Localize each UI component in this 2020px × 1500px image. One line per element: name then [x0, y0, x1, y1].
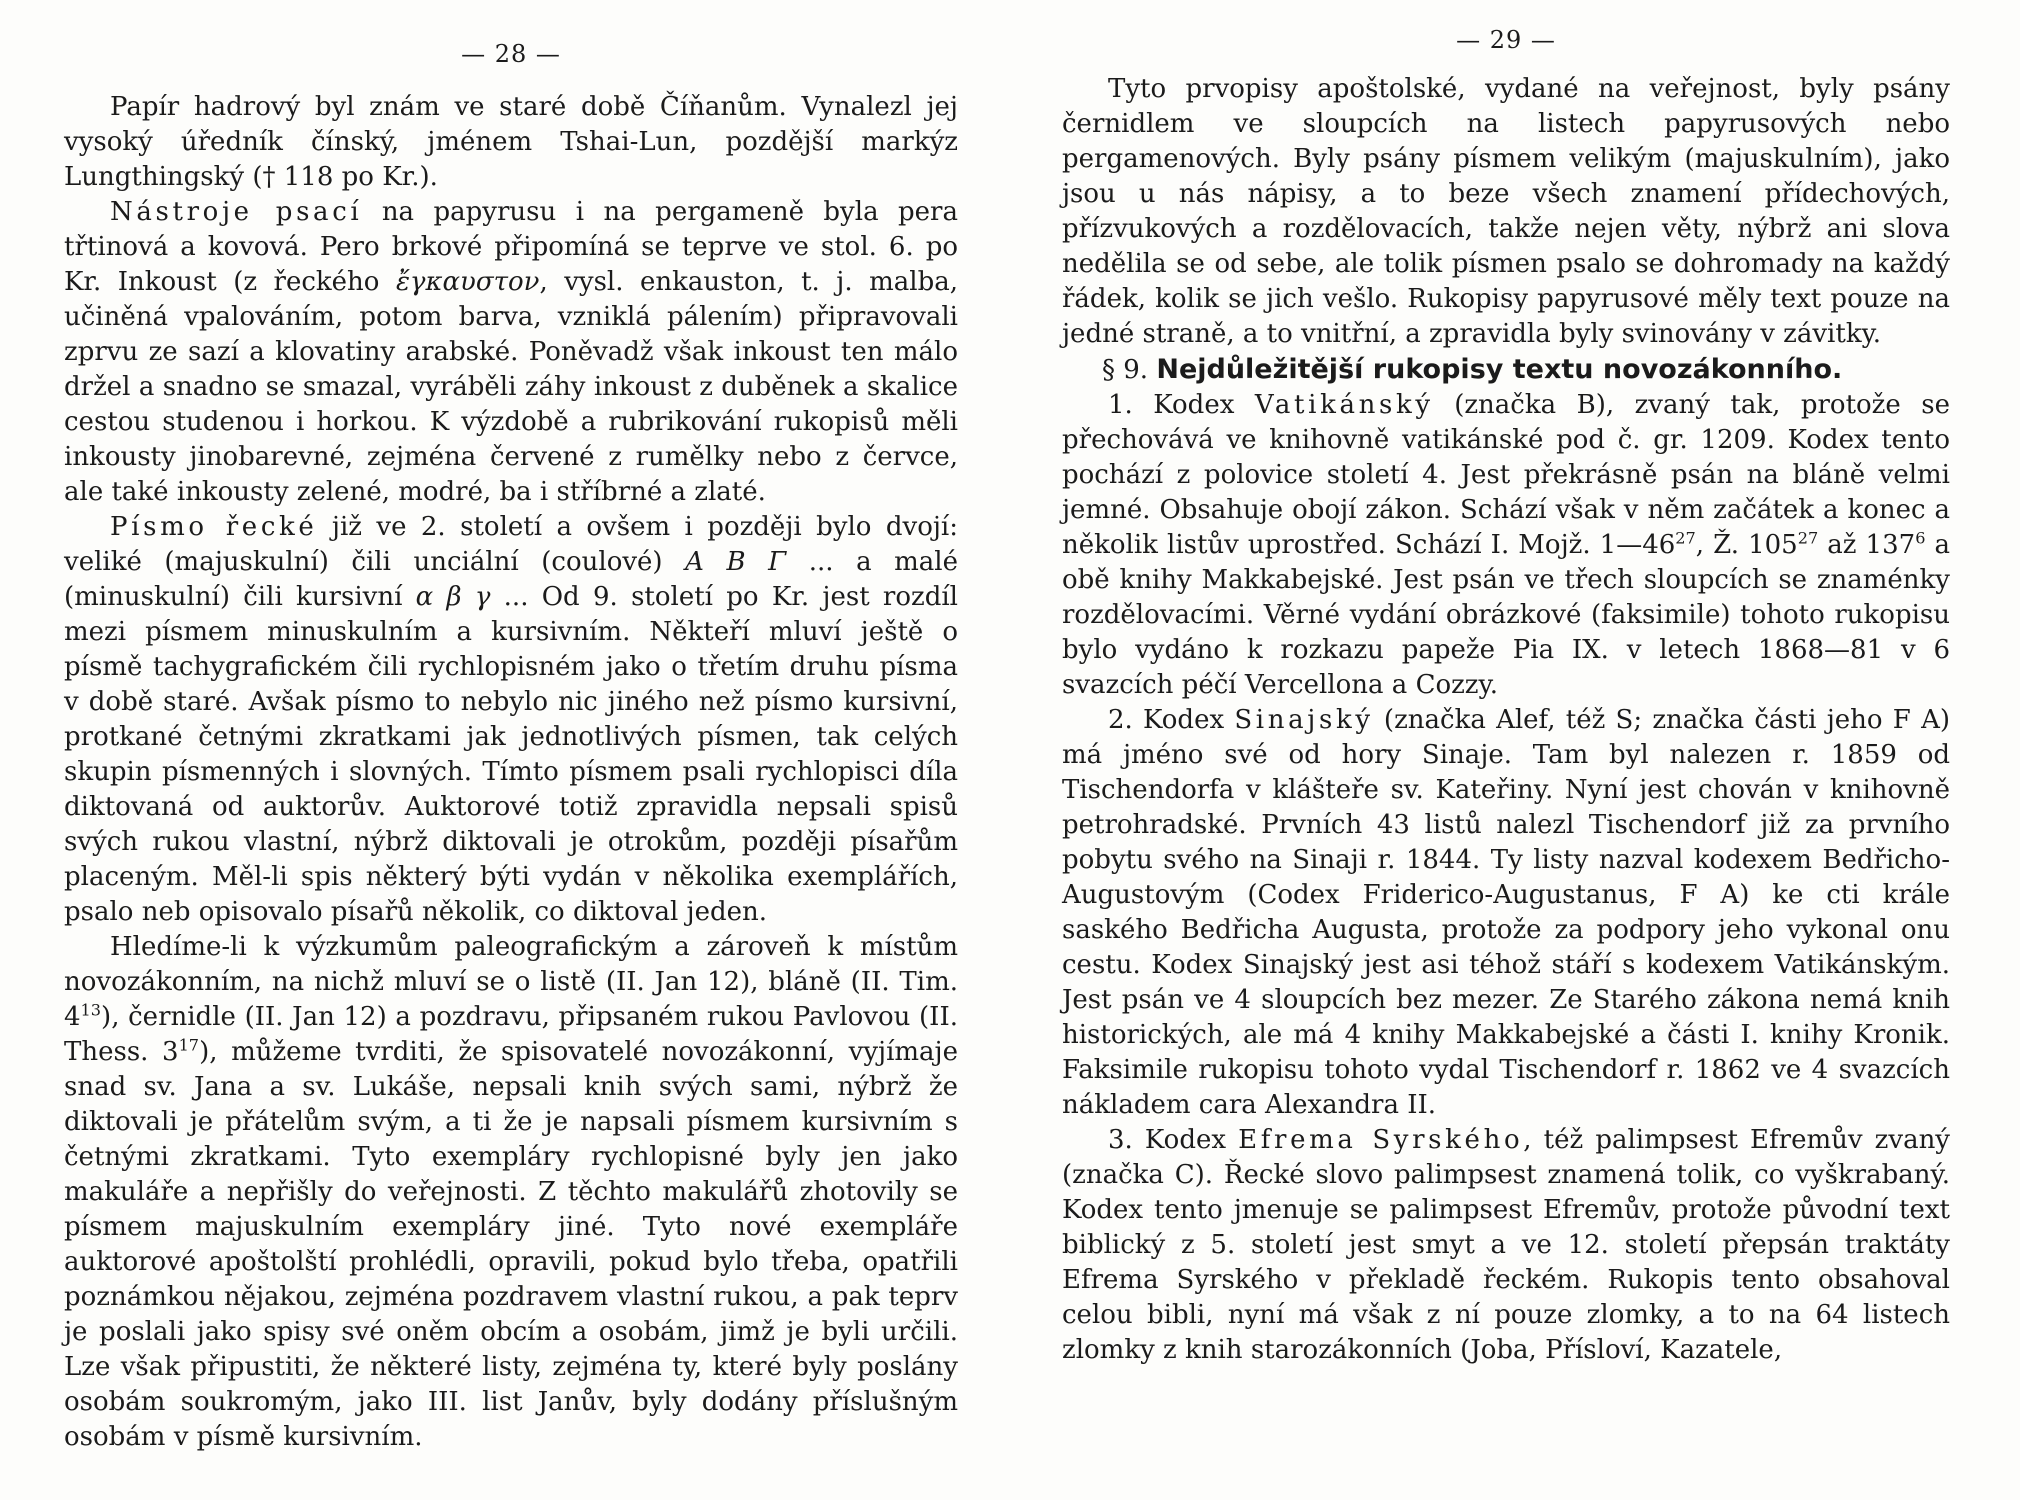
text-run: 2. Kodex: [1108, 705, 1235, 735]
text-run: až 137: [1818, 530, 1916, 560]
text-run: Hledíme-li k výzkumům paleografickým a zároveň k místům novozákonním, na nichž mluví se o listě (II. Jan 12), bláně (II. Tim. 4: [64, 932, 958, 1032]
emphasized-spaced-text: Efrema Syrského: [1238, 1125, 1524, 1155]
body-paragraph: [1062, 1123, 1950, 1368]
greek-italic-text: α β γ: [415, 582, 491, 612]
body-paragraph: [1062, 703, 1950, 1123]
heading-bold-text: Nejdůležitější rukopisy textu novozákonního.: [1156, 354, 1843, 385]
emphasized-spaced-text: Sinajský: [1234, 705, 1374, 735]
text-run: (značka B), zvaný tak, protože se přechovává ve knihovně vatikánské pod č. gr. 1209. Kodex tento pochází z polovice století 4. Jest překrásně psán na bláně velmi jemné. Obsahuje obojí zákon. Schází však v něm začátek a konec a několik listův uprostřed. Schází I. Mojž. 1—46: [1062, 390, 1950, 560]
body-paragraph: [64, 90, 958, 195]
section-heading: [1062, 352, 1950, 388]
emphasized-spaced-text: Vatikánský: [1254, 390, 1434, 420]
emphasized-spaced-text: Nástroje psací: [110, 197, 363, 227]
text-run: (značka Alef, též S; značka části jeho F A) má jméno své od hory Sinaje. Tam byl nalezen r. 1859 od Tischendorfa v klášteře sv. Kateřiny. Nyní jest chován v knihovně petrohradské. Prvních 43 listů nalezl Tischendorf již za prvního pobytu svého na Sinaji r. 1844. Ty listy nazval kodexem Bedřicho-Augustovým (Codex Friderico-Augustanus, F A) ke cti krále saského Bedřicha Augusta, protože za podpory jeho vykonal onu cestu. Kodex Sinajský jest asi téhož stáří s kodexem Vatikánským. Jest psán ve 4 sloupcích bez mezer. Ze Starého zákona nemá knih historických, ale má 4 knihy Makkabejské a části I. knihy Kronik. Faksimile rukopisu tohoto vydal Tischendorf r. 1862 ve 4 svazcích nákladem cara Alexandra II.: [1062, 705, 1950, 1120]
body-paragraph: [64, 510, 958, 930]
page-number: — 28 —: [461, 40, 561, 68]
superscript-reference: 27: [1675, 528, 1696, 548]
body-paragraph: [64, 195, 958, 510]
body-paragraph: [1062, 72, 1950, 352]
text-run: Papír hadrový byl znám ve staré době Číňanům. Vynalezl jej vysoký úředník čínský, jménem Tshai-Lun, pozdější markýz Lungthingský († 118 po Kr.).: [64, 92, 958, 192]
text-run: 3. Kodex: [1108, 1125, 1239, 1155]
text-run: ), můžeme tvrditi, že spisovatelé novozákonní, vyjímaje snad sv. Jana a sv. Lukáše, nepsali knih svých sami, nýbrž že diktovali je přátelům svým, a ti že je napsali písmem kursivním s četnými zkratkami. Tyto exempláry rychlopisné byly jen jako makuláře a nepřišly do veřejnosti. Z těchto makulářů zhotovily se písmem majuskulním exempláry jiné. Tyto nové exempláře auktorové apoštolští prohlédli, opravili, pokud bylo třeba, opatřili poznámkou nějakou, zejména pozdravem vlastní rukou, a pak teprv je poslali jako spisy své oněm obcím a osobám, jimž je byli určili. Lze však připustiti, že některé listy, zejména ty, které byly poslány osobám soukromým, jako III. list Janův, byly dodány příslušným osobám v písmě kursivním.: [64, 1037, 958, 1452]
page-body: [1062, 72, 1950, 1368]
text-run: , též palimpsest Efremův zvaný (značka C). Řecké slovo palimpsest znamená tolik, co vyškrabaný. Kodex tento jmenuje se palimpsest Efremův, protože původní text biblický z 5. století jest smyt a ve 12. století přepsán traktáty Efrema Syrského v překladě řeckém. Rukopis tento obsahoval celou bibli, nyní má však z ní pouze zlomky, a to na 64 listech zlomky z knih starozákonních (Joba, Přísloví, Kazatele,: [1062, 1125, 1950, 1365]
greek-italic-text: ἔγκαυστον: [395, 267, 540, 297]
superscript-reference: 27: [1797, 528, 1819, 548]
superscript-reference: 6: [1915, 528, 1926, 548]
text-run: , vysl. enkauston, t. j. malba, učiněná vpalováním, potom barva, vzniklá pálením) připravovali zprvu ze sazí a klovatiny arabské. Poněvadž však inkoust ten málo držel a snadno se smazal, vyráběli záhy inkoust z duběnek a skalice cestou studenou i horkou. K výzdobě a rubrikování rukopisů měli inkousty jinobarevné, zejména červené z rumělky nebo z červce, ale také inkousty zelené, modré, ba i stříbrné a zlaté.: [64, 267, 958, 507]
body-paragraph: [64, 930, 958, 1455]
greek-italic-text: Α Β Γ: [685, 547, 787, 577]
text-run: 1. Kodex: [1108, 390, 1255, 420]
superscript-reference: 13: [80, 1000, 102, 1020]
text-run: § 9.: [1102, 355, 1157, 385]
text-run: ), černidle (II. Jan 12) a pozdravu, připsaném rukou Pavlovou (II. Thess. 3: [64, 1002, 958, 1067]
page-body: [64, 90, 958, 1455]
text-run: již ve 2. století a ovšem i později bylo dvojí: veliké (majuskulní) čili unciální (coulové): [64, 512, 958, 577]
text-run: ... a malé (minuskulní) čili kursivní: [64, 547, 959, 612]
text-run: Tyto prvopisy apoštolské, vydané na veřejnost, byly psány černidlem ve sloupcích na listech papyrusových nebo pergamenových. Byly psány písmem velikým (majuskulním), jako jsou u nás nápisy, a to beze všech znamení přídechových, přízvukových a rozdělovacích, takže nejen věty, nýbrž ani slova nedělila se od sebe, ale tolik písmen psalo se dohromady na každý řádek, kolik se jich vešlo. Rukopisy papyrusové měly text pouze na jedné straně, a to vnitřní, a zpravidla byly svinovány v závitky.: [1062, 74, 1950, 349]
body-paragraph: [1062, 388, 1950, 703]
page-number: — 29 —: [1456, 26, 1556, 54]
text-run: ... Od 9. století po Kr. jest rozdíl mezi písmem minuskulním a kursivním. Někteří mluví ještě o písmě tachygrafickém čili rychlopisném jako o třetím druhu písma v době staré. Avšak písmo to nebylo nic jiného než písmo kursivní, protkané četnými zkratkami jak jednotlivých písmen, tak celých skupin písmenných i slovných. Tímto písmem psali rychlopisci díla diktovaná od auktorův. Auktorové totiž zpravidla nepsali spisů svých rukou vlastní, nýbrž diktovali je otrokům, později písařům placeným. Měl-li spis některý býti vydán v několika exemplářích, psalo neb opisovalo písařů několik, co diktoval jeden.: [64, 582, 958, 927]
text-run: , Ž. 105: [1695, 530, 1798, 560]
text-run: a obě knihy Makkabejské. Jest psán ve třech sloupcích se znaménky rozdělovacími. Věrné vydání obrázkové (faksimile) tohoto rukopisu bylo vydáno k rozkazu papeže Pia IX. v letech 1868—81 v 6 svazcích péčí Vercellona a Cozzy.: [1062, 530, 1951, 700]
text-run: na papyrusu i na pergameně byla pera třtinová a kovová. Pero brkové připomíná se teprve ve stol. 6. po Kr. Inkoust (z řeckého: [64, 197, 958, 297]
page-29: [1010, 0, 2020, 1500]
superscript-reference: 17: [178, 1035, 200, 1055]
emphasized-spaced-text: Písmo řecké: [110, 512, 318, 542]
